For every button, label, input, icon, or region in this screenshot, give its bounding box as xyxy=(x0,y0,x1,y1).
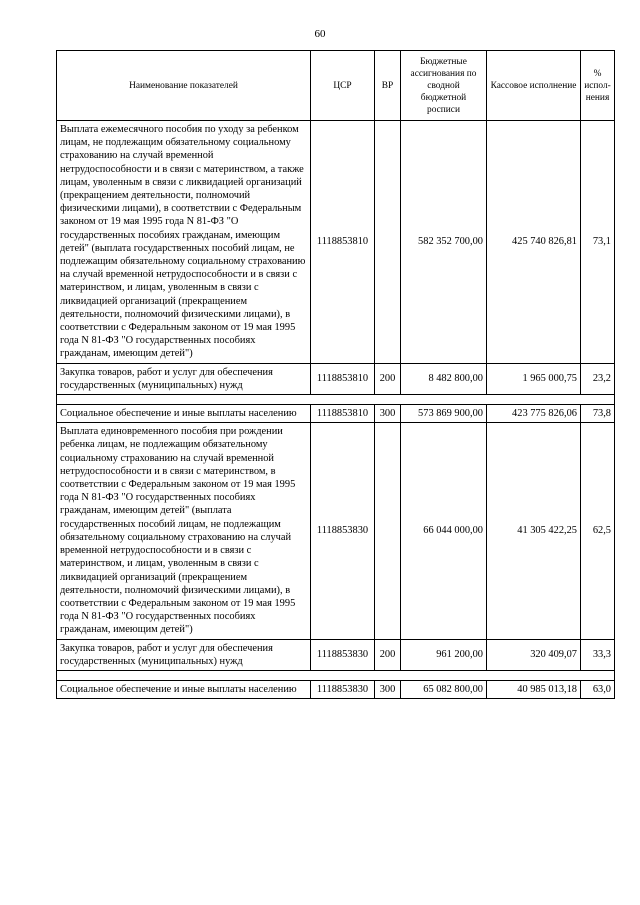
cell-vr: 200 xyxy=(375,639,401,670)
cell-csr: 1118853830 xyxy=(311,680,375,698)
cell-vr: 300 xyxy=(375,405,401,423)
header-vr: ВР xyxy=(375,51,401,121)
table-body xyxy=(57,121,615,699)
table-row xyxy=(57,363,615,394)
cell-vr: 200 xyxy=(375,363,401,394)
table-header-row xyxy=(57,51,615,121)
table-row xyxy=(57,680,615,698)
cell-budget: 961 200,00 xyxy=(401,639,487,670)
header-csr: ЦСР xyxy=(311,51,375,121)
cell-budget: 66 044 000,00 xyxy=(401,423,487,639)
cell-name: Социальное обеспечение и иные выплаты населению xyxy=(57,680,311,698)
cell-csr: 1118853810 xyxy=(311,121,375,364)
cell-name: Закупка товаров, работ и услуг для обеспечения государственных (муниципальных) нужд xyxy=(57,363,311,394)
table-row xyxy=(57,639,615,670)
cell-name: Выплата ежемесячного пособия по уходу за ребенком лицам, не подлежащим обязательному социальному страхованию на случай временной нетрудоспособности и в связи с материнством, а также лицам, уволенным в связи с ликвидацией организаций (прекращением деятельности, полномочий физическими лицами), в соответствии с Федеральным законом от 19 мая 1995 года N 81-ФЗ "О государственных пособиях гражданам, имеющим детей" (выплата государственных пособий лицам, не подлежащим обязательному социальному страхованию на случай временной нетрудоспособности и в связи с материнством, и лицам, уволенным в связи с ликвидацией организаций (прекращением деятельности, полномочий физическими лицами), в соответствии с Федеральным законом от 19 мая 1995 года N 81-ФЗ "О государственных пособиях гражданам, имеющим детей") xyxy=(57,121,311,364)
cell-percent: 33,3 xyxy=(581,639,615,670)
header-percent: % испол-нения xyxy=(581,51,615,121)
cell-csr: 1118853810 xyxy=(311,363,375,394)
cell-percent: 23,2 xyxy=(581,363,615,394)
budget-table xyxy=(56,50,615,699)
row-gap xyxy=(57,670,615,680)
row-gap xyxy=(57,395,615,405)
cell-budget: 582 352 700,00 xyxy=(401,121,487,364)
cell-cash: 423 775 826,06 xyxy=(487,405,581,423)
cell-vr xyxy=(375,121,401,364)
cell-csr: 1118853810 xyxy=(311,405,375,423)
cell-name: Социальное обеспечение и иные выплаты населению xyxy=(57,405,311,423)
cell-budget: 8 482 800,00 xyxy=(401,363,487,394)
page-number: 60 xyxy=(314,28,326,40)
header-budget: Бюджетные ассигнования по сводной бюджетной росписи xyxy=(401,51,487,121)
cell-cash: 1 965 000,75 xyxy=(487,363,581,394)
cell-name: Выплата единовременного пособия при рождении ребенка лицам, не подлежащим обязательному социальному страхованию на случай временной нетрудоспособности и в связи с материнством, в соответствии с Федеральным законом от 19 мая 1995 года N 81-ФЗ "О государственных пособиях гражданам, имеющим детей" (выплата государственных пособий лицам, не подлежащим обязательному социальному страхованию на случай временной нетрудоспособности и в связи с материнством, и лицам, уволенным в связи с ликвидацией организаций (прекращением деятельности, полномочий физическими лицами), в соответствии с Федеральным законом от 19 мая 1995 года N 81-ФЗ "О государственных пособиях гражданам, имеющим детей") xyxy=(57,423,311,639)
cell-cash: 425 740 826,81 xyxy=(487,121,581,364)
row-gap-cell xyxy=(57,395,615,405)
cell-vr xyxy=(375,423,401,639)
header-name: Наименование показателей xyxy=(57,51,311,121)
cell-budget: 65 082 800,00 xyxy=(401,680,487,698)
cell-percent: 73,8 xyxy=(581,405,615,423)
cell-vr: 300 xyxy=(375,680,401,698)
cell-budget: 573 869 900,00 xyxy=(401,405,487,423)
header-cash: Кассовое исполнение xyxy=(487,51,581,121)
cell-csr: 1118853830 xyxy=(311,639,375,670)
cell-percent: 73,1 xyxy=(581,121,615,364)
cell-cash: 41 305 422,25 xyxy=(487,423,581,639)
cell-name: Закупка товаров, работ и услуг для обеспечения государственных (муниципальных) нужд xyxy=(57,639,311,670)
cell-csr: 1118853830 xyxy=(311,423,375,639)
table-row xyxy=(57,121,615,364)
cell-percent: 63,0 xyxy=(581,680,615,698)
table-row xyxy=(57,423,615,639)
row-gap-cell xyxy=(57,670,615,680)
cell-cash: 320 409,07 xyxy=(487,639,581,670)
table-row xyxy=(57,405,615,423)
cell-percent: 62,5 xyxy=(581,423,615,639)
cell-cash: 40 985 013,18 xyxy=(487,680,581,698)
